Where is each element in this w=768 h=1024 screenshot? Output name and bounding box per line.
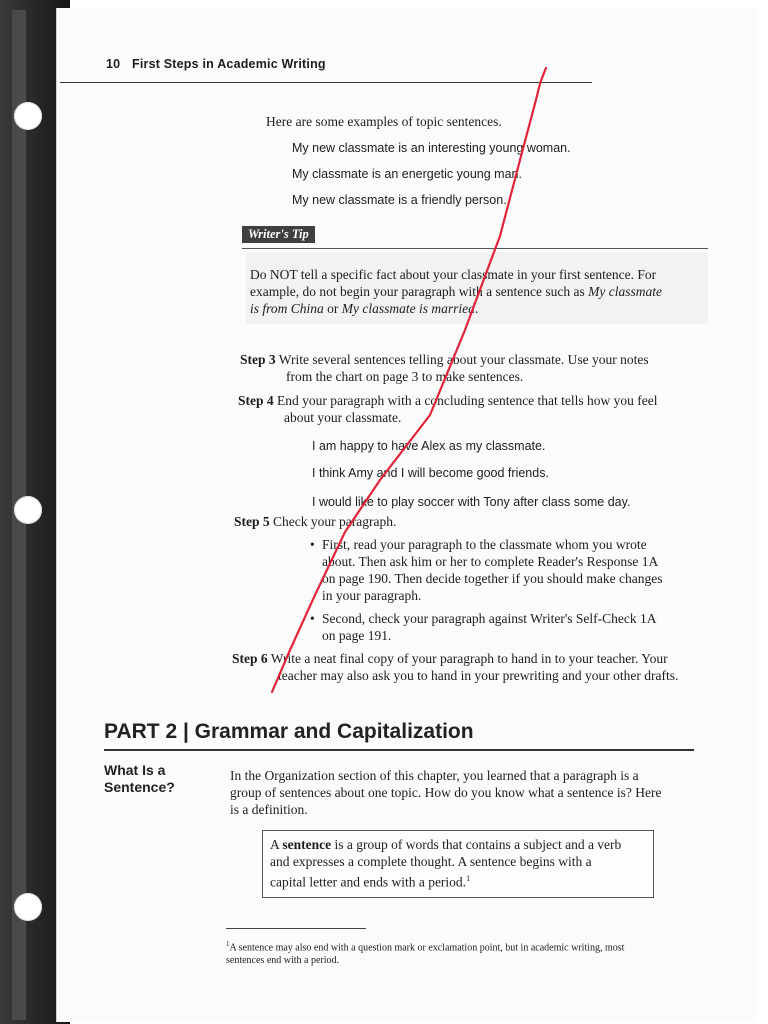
definition-term: sentence [282, 837, 332, 852]
footnote-line: sentences end with a period. [226, 955, 340, 967]
bullet-line: Second, check your paragraph against Writer's Self-Check 1A [322, 611, 657, 626]
step-label: Step 3 [240, 352, 276, 367]
definition-pre: A [270, 837, 283, 852]
part-title: PART 2 | Grammar and Capitalization [104, 720, 474, 743]
step-text: about your classmate. [284, 410, 402, 425]
footnote-text: A sentence may also end with a question mark or exclamation point, but in academic writing, most [229, 942, 625, 954]
step-text: from the chart on page 3 to make sentences. [286, 369, 524, 384]
tip-line: Do NOT tell a specific fact about your classmate in your first sentence. For [250, 267, 657, 282]
body-line: is a definition. [230, 802, 308, 817]
topic-example: My new classmate is an interesting young woman. [292, 141, 571, 155]
bullet-icon: • [310, 537, 315, 552]
step-text: Write a neat final copy of your paragraph to hand in to your teacher. Your [270, 651, 668, 666]
tip-line-text: or [323, 301, 342, 316]
topic-example: My new classmate is a friendly person. [292, 193, 507, 207]
definition-end: capital letter and ends with a period. [270, 874, 467, 890]
footnote-marker: 1 [466, 874, 471, 883]
writers-tip-label: Writer's Tip [242, 226, 315, 243]
step-text: End your paragraph with a concluding sentence that tells how you feel [277, 393, 658, 408]
tip-line-text: example, do not begin your paragraph with a sentence such as [250, 284, 589, 299]
step-label: Step 5 [234, 514, 270, 529]
side-heading-line: Sentence? [104, 779, 175, 795]
concluding-example: I think Amy and I will become good friends. [312, 466, 549, 480]
bullet-line: in your paragraph. [322, 588, 422, 603]
step-text: Write several sentences telling about your classmate. Use your notes [278, 352, 649, 367]
concluding-example: I would like to play soccer with Tony after class some day. [312, 495, 631, 509]
bullet-icon: • [310, 611, 315, 626]
bullet-line: on page 191. [322, 628, 392, 643]
intro-text: Here are some examples of topic sentences. [266, 114, 502, 129]
definition-rest: is a group of words that contains a subject and a verb [331, 837, 622, 852]
tip-line-text: . [474, 301, 479, 316]
body-line: group of sentences about one topic. How do you know what a sentence is? Here [230, 785, 662, 800]
step-text: teacher may also ask you to hand in your prewriting and your other drafts. [278, 668, 679, 683]
tip-example: My classmate [588, 284, 662, 299]
step-text: Check your paragraph. [273, 514, 397, 529]
topic-example: My classmate is an energetic young man. [292, 167, 522, 181]
definition-line: and expresses a complete thought. A sentence begins with a [270, 854, 592, 869]
step-label: Step 4 [238, 393, 274, 408]
book-title: First Steps in Academic Writing [132, 57, 326, 71]
red-pen-stroke [272, 68, 546, 692]
concluding-example: I am happy to have Alex as my classmate. [312, 439, 546, 453]
tip-example: My classmate is married [341, 301, 475, 316]
tip-example: is from China [250, 301, 324, 316]
page-number: 10 [106, 57, 121, 71]
bullet-line: First, read your paragraph to the classmate whom you wrote [322, 537, 647, 552]
bullet-line: about. Then ask him or her to complete Reader's Response 1A [322, 554, 659, 569]
side-heading-line: What Is a [104, 762, 166, 778]
body-line: In the Organization section of this chapter, you learned that a paragraph is a [230, 768, 639, 783]
bullet-line: on page 190. Then decide together if you should make changes [322, 571, 663, 586]
footnote-number: 1 [226, 940, 230, 948]
step-label: Step 6 [232, 651, 268, 666]
